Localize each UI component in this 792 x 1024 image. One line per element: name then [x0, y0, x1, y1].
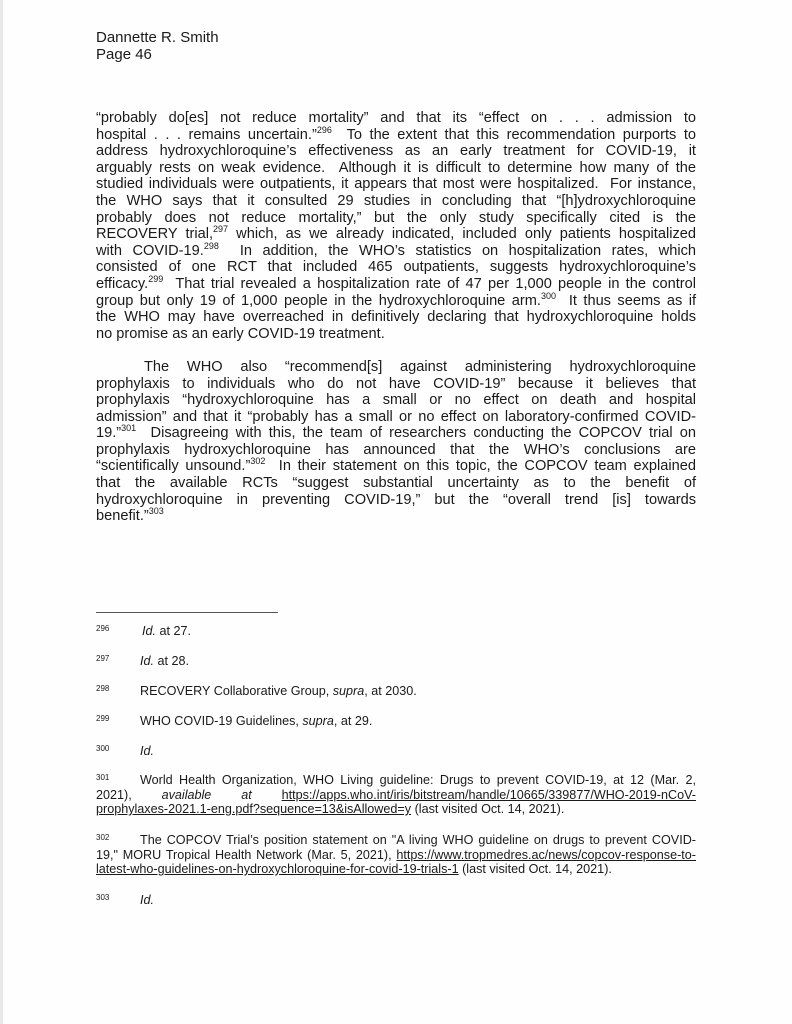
- footnote-303: [96, 893, 696, 908]
- citation-text: (last visited Oct. 14, 2021).: [458, 862, 612, 876]
- footnote-line: World Health Organization, WHO Living guideline: Drugs to prevent COVID-19, at 12 (Mar. 2,: [140, 773, 696, 787]
- text-segment: RECOVERY trial,: [96, 226, 214, 243]
- text-line: no promise as an early COVID-19 treatment.: [96, 325, 385, 342]
- citation-italic: Id.: [140, 893, 155, 907]
- footnote-ref-303[interactable]: 303: [148, 506, 164, 517]
- citation-italic: at: [241, 787, 252, 802]
- footnote-ref-297[interactable]: 297: [213, 224, 229, 235]
- text-line: [96, 240, 696, 260]
- text-line: [96, 508, 696, 525]
- citation-text: (last visited Oct. 14, 2021).: [411, 802, 565, 816]
- text-segment: group but only 19 of 1,000 people in the hydroxychloroquine arm.: [96, 292, 541, 309]
- citation-text: at 27.: [156, 624, 192, 638]
- citation-italic: available: [161, 787, 212, 802]
- text-line: hydroxychloroquine in preventing COVID-19,” but the “overall trend [is] towards: [96, 491, 696, 508]
- text-line: studied individuals were outpatients, it appears that most were hospitalized. For instance,: [96, 176, 696, 193]
- text-line: [96, 458, 696, 475]
- footnote-ref-296[interactable]: 296: [316, 124, 332, 135]
- citation-text: , at 2030.: [364, 684, 417, 698]
- addressee-name: Dannette R. Smith: [96, 29, 219, 46]
- footnote-298: [96, 684, 696, 699]
- text-segment: “scientifically unsound.”: [96, 458, 251, 475]
- text-segment: which, as we already indicated, included only patients hospitalized: [228, 226, 696, 243]
- footnote-line: [96, 802, 696, 817]
- footnote-number: 303: [96, 893, 110, 902]
- text-line: the WHO says that it consulted 29 studies in concluding that “[h]ydroxychloroquine: [96, 192, 696, 209]
- footnote-number: 298: [96, 684, 110, 693]
- footnote-separator: [96, 612, 278, 613]
- footnote-text: [96, 744, 696, 759]
- text-line: that the available RCTs “suggest substantial uncertainty as to the benefit of: [96, 475, 696, 492]
- text-segment: hospital . . . remains uncertain.”: [96, 126, 317, 143]
- text-line: probably does not reduce mortality,” but the only study specifically cited is the: [96, 209, 696, 226]
- footnote-text: [96, 654, 696, 669]
- footnote-line: [96, 848, 696, 863]
- footnote-number: 296: [96, 624, 110, 633]
- text-line: prophylaxis “hydroxychloroquine has a small or no effect on death and hospital: [96, 392, 696, 409]
- footnote-text: [96, 714, 696, 729]
- footnote-296: [96, 624, 696, 639]
- text-segment: 19.”: [96, 425, 122, 442]
- footnote-297: [96, 654, 696, 669]
- text-line: [96, 290, 696, 310]
- paragraph-1: [96, 110, 696, 342]
- text-line: consisted of one RCT that included 465 outpatients, suggests hydroxychloroquine’s: [96, 259, 696, 276]
- footnote-ref-302[interactable]: 302: [250, 456, 266, 467]
- footnote-300: [96, 744, 696, 759]
- citation-italic: supra: [302, 714, 334, 728]
- footnote-number: 299: [96, 714, 110, 723]
- footnote-ref-299[interactable]: 299: [148, 273, 164, 284]
- footnote-text: [96, 624, 696, 639]
- body-text: [96, 110, 696, 525]
- text-segment: It thus seems as if: [555, 292, 696, 309]
- footnote-text: [96, 684, 696, 699]
- footnote-299: [96, 714, 696, 729]
- citation-italic: Id.: [140, 654, 155, 668]
- citation-text: 19," MORU Tropical Health Network (Mar. 5, 2021),: [96, 847, 397, 862]
- who-guideline-link-cont[interactable]: prophylaxes-2021.1-eng.pdf?sequence=13&isAllowed=y: [96, 802, 412, 816]
- footnote-number: 300: [96, 744, 110, 753]
- citation-italic: Id.: [140, 744, 155, 758]
- letter-header: [96, 29, 219, 63]
- paragraph-2: [96, 359, 696, 525]
- text-line: address hydroxychloroquine’s effectiveness as an early treatment for COVID-19, it: [96, 143, 696, 160]
- footnote-ref-298[interactable]: 298: [203, 240, 219, 251]
- text-line: [96, 226, 696, 243]
- footnote-line: The COPCOV Trial’s position statement on "A living WHO guideline on drugs to prevent COVID-: [140, 833, 696, 847]
- copcov-response-link-cont[interactable]: latest-who-guidelines-on-hydroxychloroquine-for-covid-19-trials-1: [96, 862, 459, 876]
- citation-text: 2021),: [96, 787, 132, 802]
- text-line: prophylaxis hydroxychloroquine has announced that the WHO’s conclusions are: [96, 441, 696, 458]
- footnote-302: [96, 833, 696, 877]
- text-segment: In addition, the WHO’s statistics on hospitalization rates, which: [218, 242, 696, 259]
- citation-text: at 28.: [154, 654, 190, 668]
- text-line: [96, 425, 696, 442]
- page-number: Page 46: [96, 46, 152, 63]
- paragraph-gap: [96, 342, 696, 359]
- footnote-line: [96, 862, 696, 877]
- citation-text: WHO COVID-19 Guidelines,: [140, 714, 303, 728]
- citation-italic: Id.: [142, 624, 157, 638]
- text-line: the WHO may have overreached in definitively declaring that hydroxychloroquine holds: [96, 309, 696, 326]
- text-line: “probably do[es] not reduce mortality” and that its “effect on . . . admission to: [96, 110, 696, 126]
- text-segment: In their statement on this topic, the COPCOV team explained: [265, 458, 696, 475]
- footnote-number: 302: [96, 833, 110, 842]
- scan-edge: [0, 0, 3, 1024]
- text-line: arguably rests on weak evidence. Although it is difficult to determine how many of the: [96, 159, 696, 176]
- footnote-text: [96, 893, 696, 908]
- footnote-ref-300[interactable]: 300: [540, 290, 556, 301]
- footnote-number: 297: [96, 654, 110, 663]
- citation-text: RECOVERY Collaborative Group,: [140, 684, 333, 698]
- text-segment: benefit.”: [96, 508, 149, 525]
- text-segment: Disagreeing with this, the team of researchers conducting the COPCOV trial on: [136, 425, 696, 442]
- text-line: [96, 124, 697, 144]
- citation-text: , at 29.: [333, 714, 373, 728]
- citation-italic: supra: [332, 684, 365, 698]
- text-segment: To the extent that this recommendation purports to: [331, 126, 697, 143]
- footnote-301: [96, 773, 696, 817]
- who-guideline-link[interactable]: https://apps.who.int/iris/bitstream/handle/10665/339877/WHO-2019-nCoV-: [281, 787, 697, 802]
- footnote-ref-301[interactable]: 301: [121, 423, 137, 434]
- footnote-line: [96, 788, 696, 803]
- text-line: [96, 273, 696, 293]
- text-line: prophylaxis to individuals who do not have COVID-19” because it believes that: [96, 375, 696, 392]
- text-segment: That trial revealed a hospitalization rate of 47 per 1,000 people in the control: [163, 275, 696, 292]
- copcov-response-link[interactable]: https://www.tropmedres.ac/news/copcov-response-to-: [396, 847, 696, 862]
- text-line: The WHO also “recommend[s] against administering hydroxychloroquine: [144, 358, 696, 375]
- text-segment: with COVID-19.: [96, 242, 204, 259]
- footnote-number: 301: [96, 773, 110, 782]
- text-segment: efficacy.: [96, 275, 149, 292]
- text-line: admission” and that it “probably has a small or no effect on laboratory-confirmed COVID-: [96, 408, 696, 425]
